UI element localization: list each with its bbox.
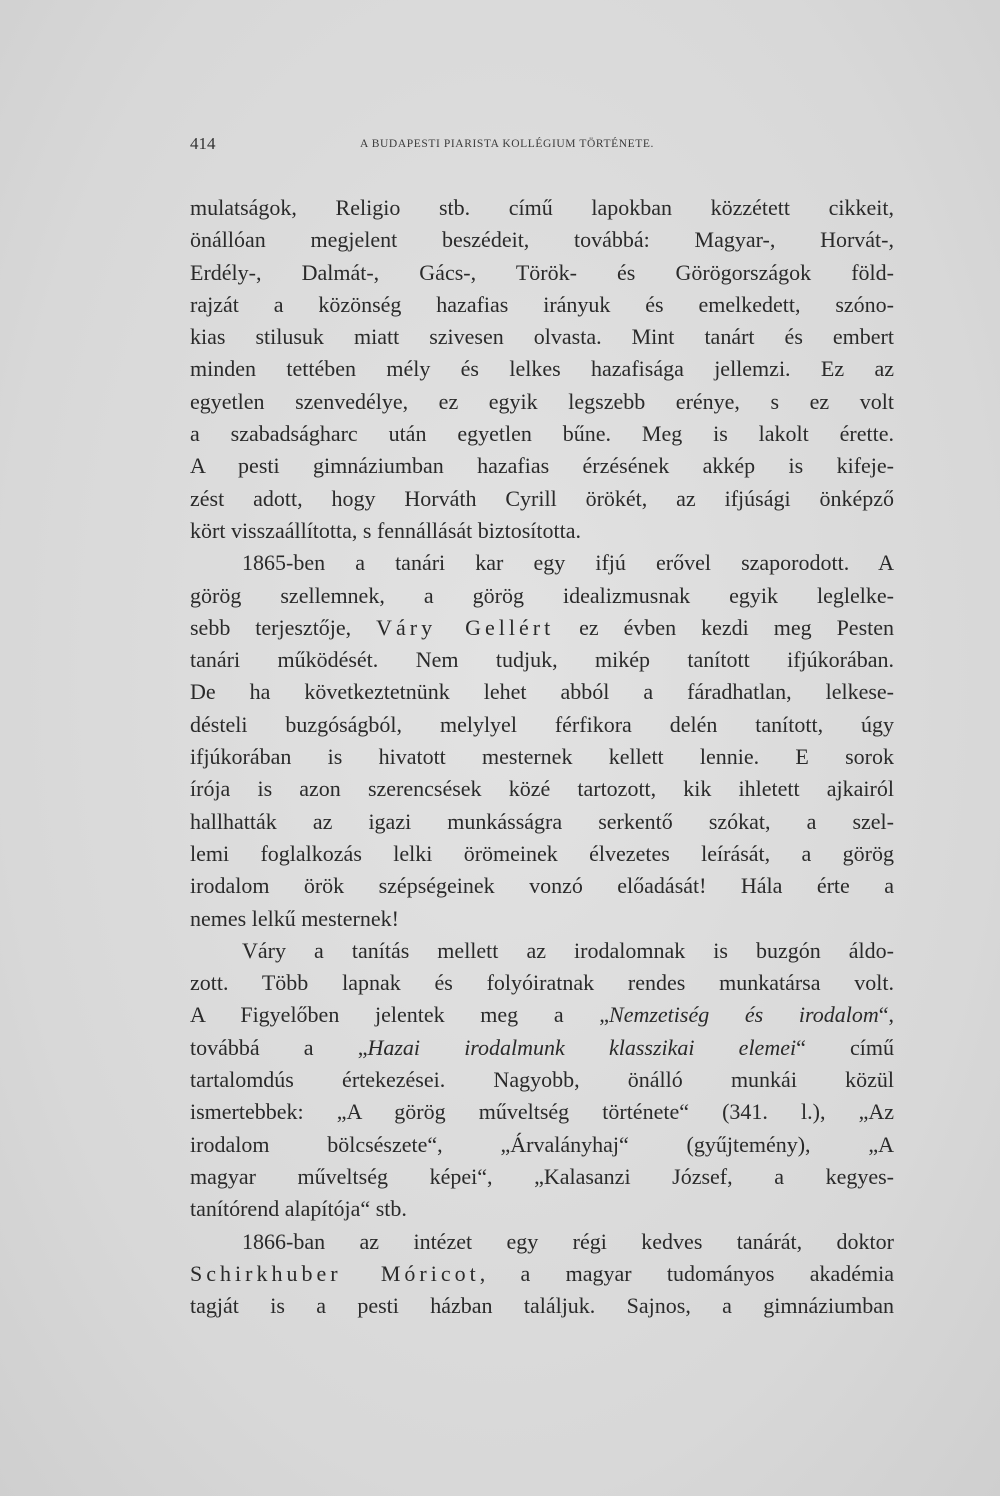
text-line: hallhatták az igazi munkásságra serkentő szókat, a szel- — [190, 808, 894, 834]
text-line: önállóan megjelent beszédeit, továbbá: Magyar-, Horvát-, — [190, 227, 894, 253]
text-line: tanítórend alapítója“ stb. — [190, 1196, 407, 1222]
text-segment: “ című — [796, 1034, 894, 1060]
text-segment: , a magyar tudományos akadémia — [479, 1260, 894, 1286]
text-line — [190, 1258, 894, 1290]
text-line: zést adott, hogy Horváth Cyrill örökét, az ifjúsági önképző — [190, 485, 894, 511]
text-line: kias stilusuk miatt szivesen olvasta. Mint tanárt és embert — [190, 324, 894, 350]
text-line: mulatságok, Religio stb. című lapokban közzétett cikkeit, — [190, 195, 894, 220]
text-line: A pesti gimnáziumban hazafias érzésének akkép is kifeje- — [190, 453, 894, 479]
text-line: nemes lelkű mesternek! — [190, 905, 399, 931]
text-segment: továbbá a „ — [190, 1034, 368, 1060]
text-line: minden tettében mély és lelkes hazafisága jellemzi. Ez az — [190, 356, 894, 382]
work-title: Hazai irodalmunk klasszikai elemei — [367, 1034, 797, 1060]
text-segment: A Figyelőben jelentek meg a „ — [190, 1002, 610, 1028]
text-line: De ha következtetnünk lehet abból a fáradhatlan, lelkese- — [190, 679, 894, 705]
text-line: 1866-ban az intézet egy régi kedves tanárát, doktor — [242, 1228, 894, 1254]
text-line: ifjúkorában is hivatott mesternek kellett lennie. E sorok — [190, 744, 894, 770]
text-line: magyar műveltség képei“, „Kalasanzi József, a kegyes- — [190, 1163, 894, 1189]
running-head — [190, 134, 894, 156]
text-line — [190, 1032, 894, 1064]
text-line: kört visszaállította, s fennállását biztosította. — [190, 517, 582, 543]
text-line — [190, 612, 894, 644]
text-line: zott. Több lapnak és folyóiratnak rendes munkatársa volt. — [190, 970, 894, 996]
text-segment: “, — [878, 1002, 894, 1028]
text-line: tagját is a pesti házban találjuk. Sajnos, a gimnáziumban — [190, 1293, 894, 1319]
text-segment: ez évben kezdi meg Pesten — [554, 614, 894, 640]
text-line: a szabadságharc után egyetlen bűne. Meg is lakolt érette. — [190, 421, 894, 447]
person-name-varry-gellert: Váry Gellért — [376, 614, 555, 640]
text-line — [190, 999, 894, 1031]
text-line: Erdély-, Dalmát-, Gács-, Török- és Görögországok föld- — [190, 259, 894, 285]
text-line: ismertebbek: „A görög műveltség története“ (341. l.), „Az — [190, 1099, 894, 1125]
work-title: Nemzetiség és irodalom — [609, 1002, 879, 1028]
text-line: egyetlen szenvedélye, ez egyik legszebb erénye, s ez volt — [190, 388, 894, 414]
text-line: irodalom örök szépségeinek vonzó előadását! Hála érte a — [190, 873, 894, 899]
body-text — [190, 192, 894, 1322]
text-line: tanári működését. Nem tudjuk, mikép tanított ifjúkorában. — [190, 647, 894, 673]
text-line: Váry a tanítás mellett az irodalomnak is buzgón áldo- — [242, 937, 894, 963]
text-line: 1865-ben a tanári kar egy ifjú erővel szaporodott. A — [242, 550, 894, 576]
person-name-schirkhuber-moricot: Schirkhuber Móricot — [190, 1260, 480, 1286]
running-title: A BUDAPESTI PIARISTA KOLLÉGIUM TÖRTÉNETE. — [360, 138, 654, 150]
text-line: görög szellemnek, a görög idealizmusnak egyik leglelke- — [190, 582, 894, 608]
page-number: 414 — [190, 134, 216, 153]
text-line: lemi foglalkozás lelki örömeinek élvezetes leírását, a görög — [190, 840, 894, 866]
text-segment: sebb terjesztője, — [190, 614, 377, 640]
text-line: írója is azon szerencsések közé tartozott, kik ihletett ajkairól — [190, 776, 894, 802]
text-line: désteli buzgóságból, melylyel férfikora delén tanított, úgy — [190, 711, 894, 737]
text-line: irodalom bölcsészete“, „Árvalányhaj“ (gyűjtemény), „A — [190, 1131, 894, 1157]
text-line: tartalomdús értekezései. Nagyobb, önálló munkái közül — [190, 1067, 894, 1093]
text-line: rajzát a közönség hazafias irányuk és emelkedett, szóno- — [190, 291, 894, 317]
